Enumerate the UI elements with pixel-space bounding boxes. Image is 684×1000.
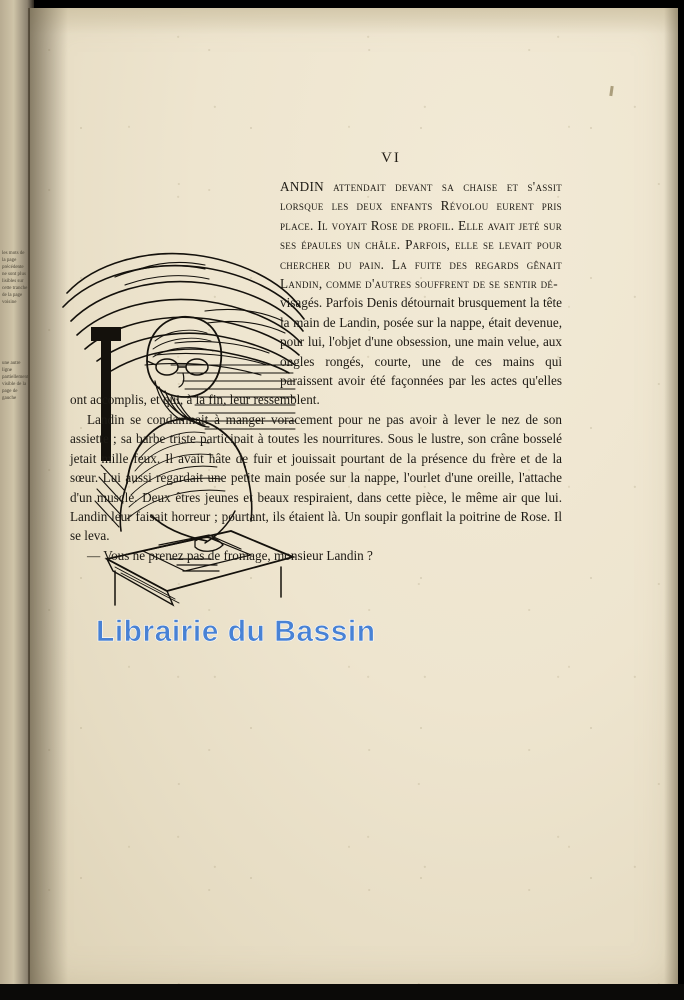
paragraph-1-text: ANDIN attendait devant sa chaise et s'assit lorsque les deux enfants Révolou eurent pris place. Il voyait Rose de profil. Elle avait jeté sur ses épaules un châle. Parfois, elle se levait pour chercher du pain. La fuite des regards gênait Landin, comme d'autres souffrent de se sentir dé- — [280, 179, 562, 292]
paragraph-2: Landin se condamnait à manger voracement pour ne pas avoir à lever le nez de son assiette ; sa barbe triste participait à toutes les nourritures. Sous le lustre, son crâne bosselé jetait mille feux. Il avait hâte de fuir et jouissait pourtant de la présence du frère et de la sœur. Lui aussi regardait une petite main posée sur la nappe, l'ourlet d'une oreille, l'attache d'un muscle. Deux êtres jeunes et beaux respiraient, dans cette pièce, le même air que lui. Landin leur faisait horreur ; pourtant, ils étaient là. Un soupir gonflait la poitrine de Rose. Il se leva. — [70, 411, 562, 544]
paragraph-3-dialogue: — Vous ne prenez pas de fromage, monsieur Landin ? — [87, 547, 373, 563]
watermark-librairie-du-bassin — [96, 615, 376, 649]
background-bottom-band — [0, 984, 684, 1000]
adjacent-left-page — [0, 0, 34, 1000]
body-text — [70, 177, 562, 565]
left-page-text-fragment-2: une autre ligne partiellement visible de la page de gauche — [2, 361, 28, 401]
text-block — [70, 150, 562, 565]
watermark-text: Librairie du Bassin — [96, 615, 376, 648]
left-page-text-fragment-1: les mots de la page précédente ne sont plus lisibles sur cette tranche de la page voisine — [2, 251, 28, 305]
paper-blemish — [609, 86, 613, 96]
chapter-number: VI — [381, 150, 401, 166]
illustration-wrap-spacer — [70, 177, 280, 372]
paragraph-1-continuation: visagés. Parfois Denis détournait brusquement la tête la main de Landin, posée sur la nappe, était devenue, pour lui, l'objet d'une obsession, une main velue, aux ongles rongés, courte, une de ces mains qui paraissent avoir été façonnées par les actes qu'elles ont accomplis, et qui, à la fin, leur ressemblent. — [70, 295, 562, 408]
